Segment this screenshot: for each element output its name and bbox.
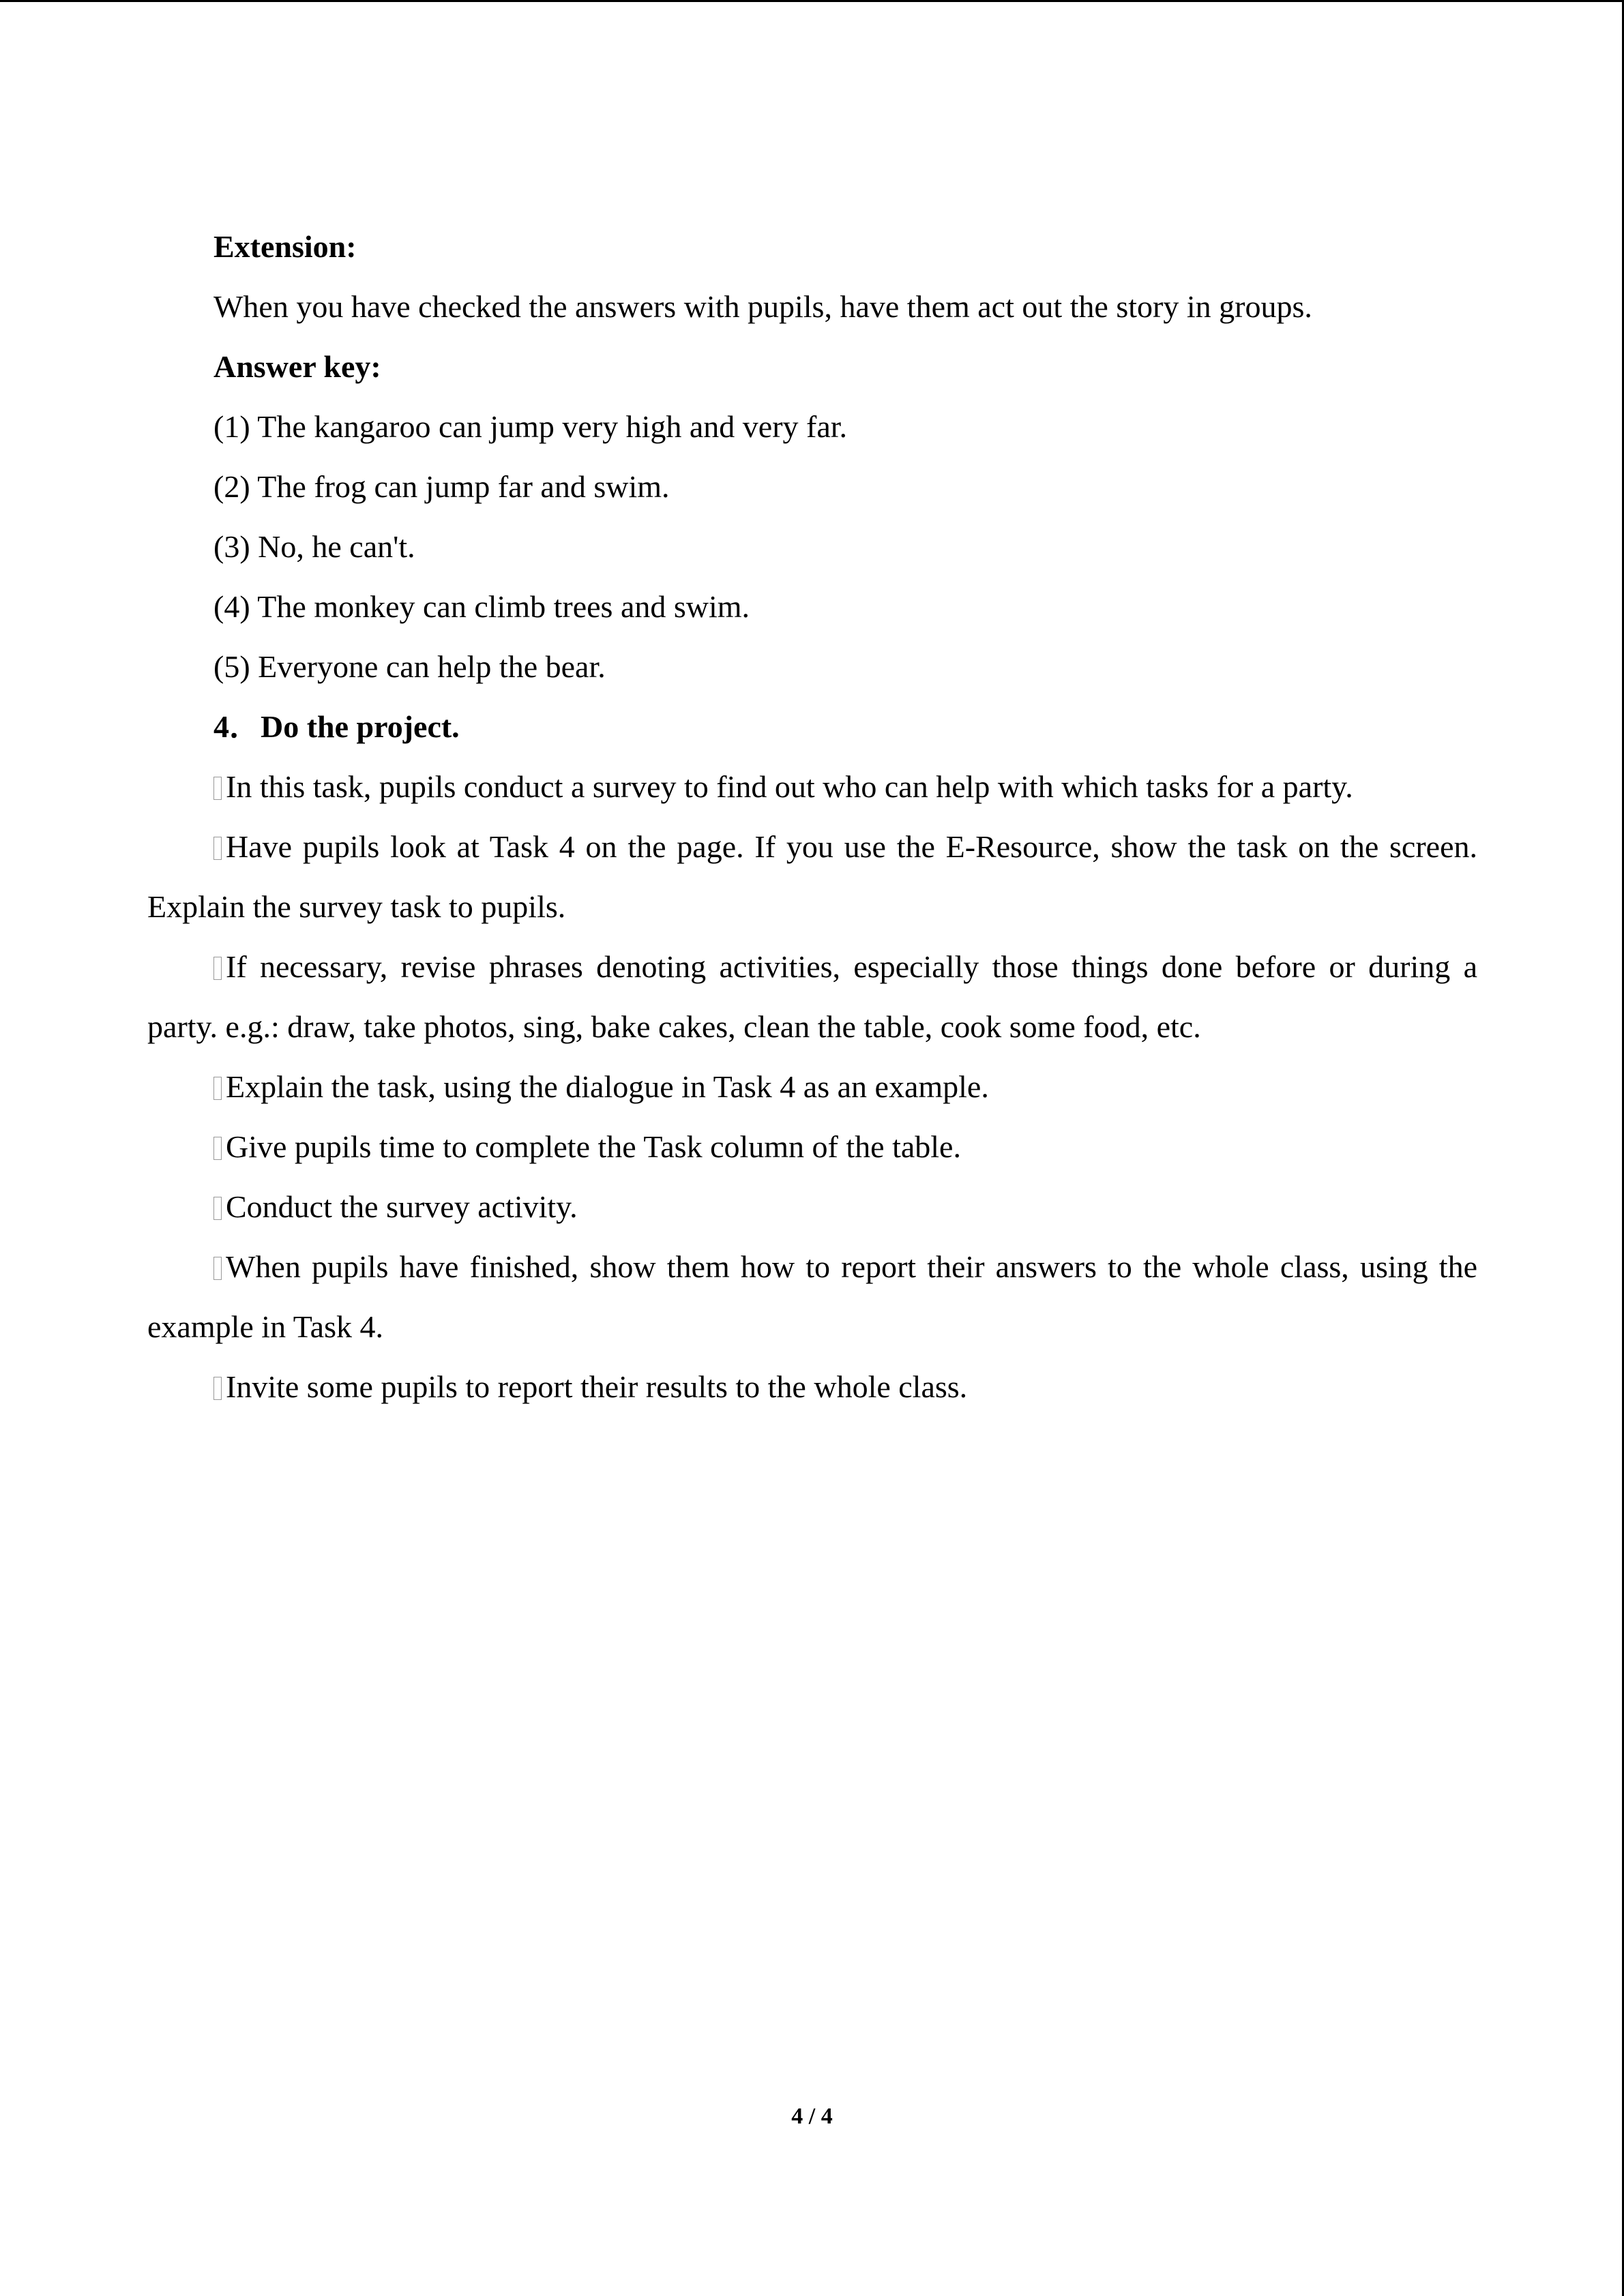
bullet-icon [213, 1197, 222, 1220]
bullet-icon [213, 837, 222, 860]
project-bullet [147, 937, 1477, 1057]
project-bullet [147, 1237, 1477, 1357]
bullet-icon [213, 957, 222, 980]
project-bullet-text: When pupils have finished, show them how to report their answers to the whole class, using the example in Task 4. [147, 1249, 1477, 1344]
answer-key-item: (1) The kangaroo can jump very high and very far. [213, 409, 848, 444]
answer-key-item: (3) No, he can't. [213, 529, 415, 564]
project-bullet-text: In this task, pupils conduct a survey to find out who can help with which tasks for a party. [226, 769, 1353, 804]
project-bullet [147, 1177, 1477, 1237]
project-bullet [147, 757, 1477, 817]
project-bullet-text: Conduct the survey activity. [226, 1189, 578, 1224]
project-bullet [147, 1117, 1477, 1177]
answer-key-item: (4) The monkey can climb trees and swim. [213, 589, 750, 624]
bullet-icon [213, 777, 222, 800]
project-bullet [147, 1357, 1477, 1417]
bullet-icon [213, 1137, 222, 1160]
answer-key-item: (2) The frog can jump far and swim. [213, 469, 670, 504]
project-heading: 4．Do the project. [213, 709, 460, 744]
answer-key-item: (5) Everyone can help the bear. [213, 649, 606, 684]
document-body [147, 217, 1477, 1417]
page-number: 4 / 4 [791, 2104, 833, 2129]
project-bullet-text: Give pupils time to complete the Task column of the table. [226, 1129, 961, 1164]
extension-heading: Extension: [213, 229, 357, 264]
project-bullet-text: Invite some pupils to report their results to the whole class. [226, 1369, 968, 1404]
project-bullet-text: If necessary, revise phrases denoting activities, especially those things done before or during a party. e.g.: draw, take photos, sing, bake cakes, clean the table, cook some food, etc. [147, 949, 1477, 1044]
bullet-icon [213, 1257, 222, 1280]
project-bullet [147, 817, 1477, 937]
project-bullet [147, 1057, 1477, 1117]
project-bullet-text: Have pupils look at Task 4 on the page. If you use the E-Resource, show the task on the screen. Explain the survey task to pupils. [147, 829, 1477, 924]
bullet-icon [213, 1377, 222, 1400]
answer-key-heading: Answer key: [213, 349, 381, 384]
project-bullet-text: Explain the task, using the dialogue in Task 4 as an example. [226, 1069, 989, 1104]
extension-text: When you have checked the answers with pupils, have them act out the story in groups. [213, 289, 1312, 324]
bullet-icon [213, 1077, 222, 1100]
